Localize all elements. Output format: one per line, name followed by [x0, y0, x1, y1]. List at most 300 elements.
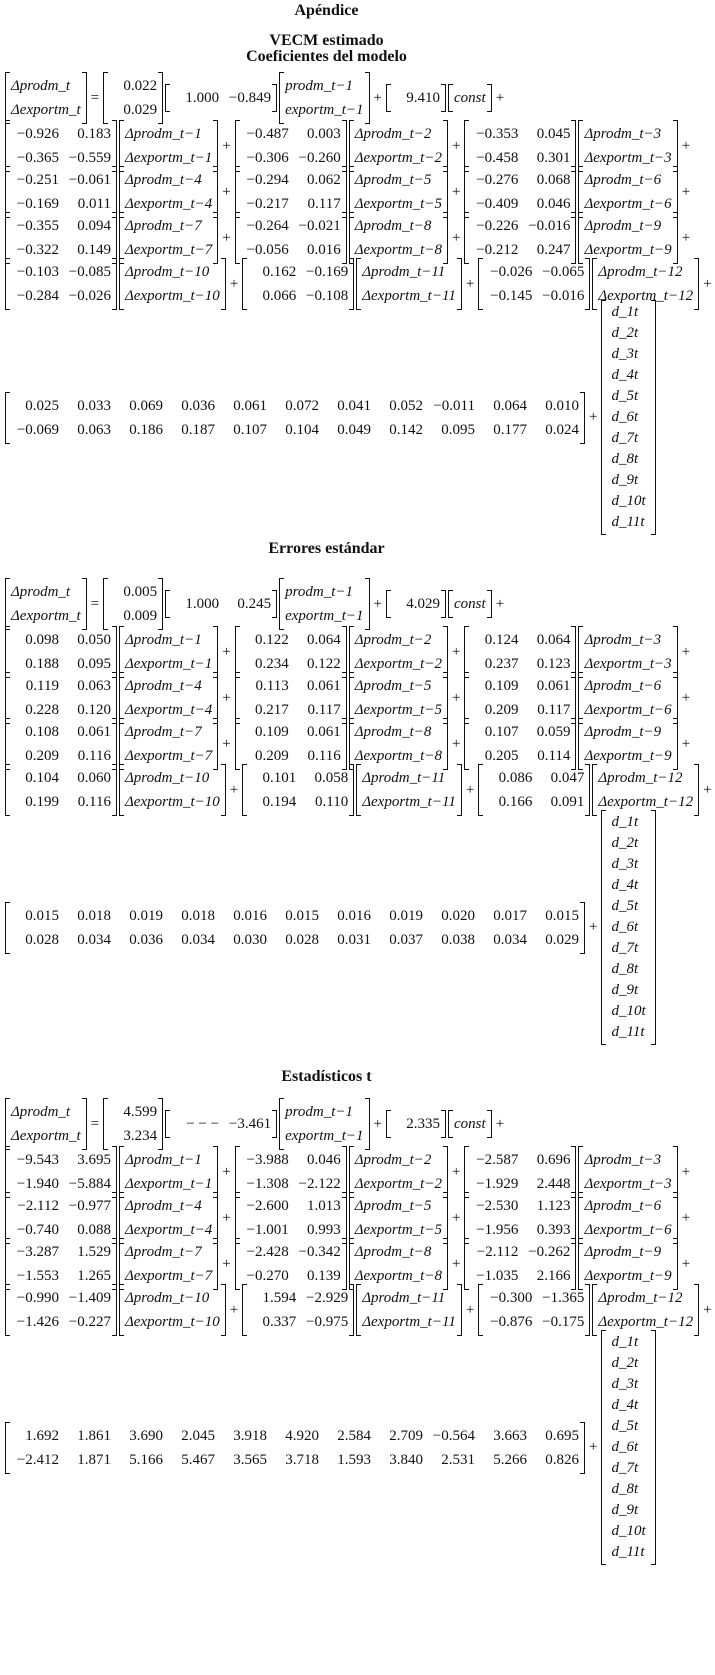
matrix-row [353, 674, 444, 698]
variable-label: Δprodm_t−11 [362, 770, 446, 786]
lag-vector [578, 212, 677, 264]
variable-label: Δprodm_t−1 [125, 1152, 202, 1168]
matrix-row [283, 74, 365, 98]
gamma-matrix [235, 1238, 347, 1290]
matrix-cell: 0.237 [484, 656, 519, 672]
matrix-row [169, 1112, 273, 1136]
matrix-row [239, 168, 343, 192]
matrix-cell: 0.019 [129, 907, 163, 924]
matrix-cell: −0.016 [528, 218, 571, 234]
lag-vector [349, 120, 448, 172]
matrix-cell: 0.123 [536, 656, 571, 672]
matrix-row [239, 1148, 343, 1172]
matrix-cell: 0.162 [262, 264, 297, 280]
matrix-row [605, 1332, 651, 1353]
variable-label: Δexportm_t−5 [354, 702, 442, 718]
variable-label: Δexportm_t−9 [584, 242, 672, 258]
matrix-row [605, 428, 651, 449]
gamma-matrix [464, 718, 576, 770]
gamma-matrix [5, 626, 117, 678]
matrix-row [468, 720, 572, 744]
matrix-row [582, 168, 673, 192]
variable-label: Δexportm_t−2 [354, 150, 442, 166]
variable-label: Δexportm_t−2 [354, 1176, 442, 1192]
levels-vector [279, 72, 369, 124]
variable-label: Δexportm_t−2 [354, 656, 442, 672]
dummy-label: d_11t [611, 514, 645, 530]
variable-label: Δexportm_t−8 [354, 1268, 442, 1284]
matrix-cell: 0.108 [25, 724, 59, 740]
matrix-row [123, 628, 214, 652]
dummy-label: d_11t [611, 1024, 645, 1040]
matrix-cell: 1.594 [262, 1290, 297, 1306]
matrix-row [9, 122, 113, 146]
dummy-vector [601, 810, 655, 1045]
gamma-matrix [464, 212, 576, 264]
matrix-row [107, 98, 159, 122]
plus-sign: + [681, 137, 691, 154]
matrix-cell: 0.015 [285, 907, 319, 924]
matrix-cell: 0.107 [233, 421, 267, 438]
matrix-cell: 0.116 [77, 794, 111, 810]
matrix-row [468, 1148, 572, 1172]
plus-sign: + [451, 735, 461, 752]
lag-vector [349, 166, 448, 218]
plus-sign: + [229, 275, 239, 292]
variable-label: Δprodm_t−5 [354, 1198, 432, 1214]
matrix-row [107, 580, 159, 604]
matrix-cell: 0.015 [545, 907, 579, 924]
plus-sign: + [703, 781, 712, 798]
matrix-cell: 0.139 [306, 1268, 341, 1284]
matrix-row [605, 875, 651, 896]
variable-label: Δprodm_t−1 [125, 126, 202, 142]
matrix-row [353, 1240, 444, 1264]
matrix-cell: 2.166 [536, 1268, 571, 1284]
variable-label: Δprodm_t−6 [584, 678, 662, 694]
plus-sign: + [495, 1115, 505, 1132]
const-term [448, 1110, 492, 1138]
matrix-row [605, 959, 651, 980]
matrix-cell: 3.718 [285, 1451, 319, 1468]
matrix-cell: −2.122 [298, 1176, 341, 1192]
variable-label: Δprodm_t−4 [125, 1198, 202, 1214]
matrix-cell: 0.177 [493, 421, 527, 438]
lag-vector [119, 1284, 226, 1336]
matrix-cell: 4.029 [406, 596, 441, 612]
dummy-label: d_1t [611, 304, 639, 320]
matrix-cell: −2.530 [476, 1198, 519, 1214]
dummy-label: d_5t [611, 388, 639, 404]
matrix-row [582, 720, 673, 744]
const-term [448, 590, 492, 618]
variable-label: Δprodm_t−5 [354, 678, 432, 694]
matrix-row [107, 74, 159, 98]
matrix-cell: −0.108 [306, 288, 349, 304]
variable-label: Δexportm_t−5 [354, 1222, 442, 1238]
dummy-label: d_8t [611, 451, 639, 467]
lag-vector [578, 626, 677, 678]
matrix-row [605, 896, 651, 917]
gamma-matrix [464, 672, 576, 724]
matrix-cell: 1.871 [77, 1451, 111, 1468]
gamma-matrix [235, 120, 347, 172]
lag-row [4, 718, 693, 770]
matrix-cell: 1.013 [306, 1198, 341, 1214]
plus-sign: + [681, 229, 691, 246]
dummy-label: d_10t [611, 493, 646, 509]
gamma-matrix [235, 672, 347, 724]
matrix-cell: 1.000 [185, 90, 220, 106]
matrix-cell: −0.061 [68, 172, 111, 188]
variable-label: Δprodm_t−11 [362, 1290, 446, 1306]
beta-vector [165, 590, 277, 618]
lag-vector [578, 120, 677, 172]
matrix-cell: 0.117 [307, 196, 341, 212]
matrix-row [283, 1100, 365, 1124]
matrix-cell: 5.467 [181, 1451, 215, 1468]
t-statistics-heading: Estadísticos t [281, 1068, 372, 1085]
dummy-row [4, 1330, 657, 1565]
matrix-row [239, 720, 343, 744]
matrix-row [9, 260, 113, 284]
matrix-cell: 0.052 [389, 397, 423, 414]
matrix-row [482, 260, 586, 284]
matrix-cell: 0.826 [545, 1451, 579, 1468]
matrix-cell: 0.005 [123, 584, 158, 600]
matrix-cell: 0.030 [233, 931, 267, 948]
matrix-cell: −0.226 [476, 218, 519, 234]
matrix-row [353, 168, 444, 192]
lag-vector [578, 166, 677, 218]
matrix-cell: 0.209 [25, 748, 59, 764]
plus-sign: + [373, 89, 383, 106]
matrix-cell: 0.062 [306, 172, 341, 188]
gamma-matrix [235, 1192, 347, 1244]
matrix-row [390, 592, 442, 616]
matrix-cell: 0.018 [181, 907, 215, 924]
gamma-matrix [5, 672, 117, 724]
dummy-label: d_5t [611, 1418, 639, 1434]
matrix-cell: 1.593 [337, 1451, 371, 1468]
variable-label: Δexportm_t−6 [584, 1222, 672, 1238]
variable-label: Δexportm_t−7 [125, 242, 213, 258]
matrix-row [283, 1124, 365, 1148]
matrix-row [390, 86, 442, 110]
matrix-cell: 0.036 [181, 397, 215, 414]
lag-vector [349, 626, 448, 678]
matrix-cell: 1.692 [25, 1427, 59, 1444]
plus-sign: + [222, 1209, 231, 1226]
matrix-cell: 0.122 [254, 632, 289, 648]
matrix-cell: 0.088 [77, 1222, 111, 1238]
variable-label: Δprodm_t−7 [125, 724, 202, 740]
plus-sign: + [451, 229, 461, 246]
variable-label: Δexportm_t−11 [362, 1314, 456, 1330]
matrix-row [582, 628, 673, 652]
gamma-matrix [464, 1146, 576, 1198]
dummy-label: d_7t [611, 1460, 639, 1476]
matrix-cell: −3.461 [228, 1116, 272, 1132]
matrix-cell: −1.956 [476, 1222, 519, 1238]
matrix-cell: 0.301 [536, 150, 571, 166]
dummy-label: d_8t [611, 1481, 639, 1497]
matrix-cell: −2.428 [246, 1244, 289, 1260]
matrix-cell: 0.061 [77, 724, 111, 740]
variable-label: Δexportm_t−6 [584, 702, 672, 718]
matrix-row [605, 1521, 651, 1542]
variable-label: Δprodm_t [11, 78, 71, 94]
matrix-row [123, 766, 222, 790]
matrix-row [9, 1100, 83, 1124]
plus-sign: + [495, 89, 505, 106]
matrix-cell: 0.101 [262, 770, 297, 786]
variable-label: exportm_t−1 [285, 1128, 364, 1144]
variable-label: prodm_t−1 [285, 584, 353, 600]
matrix-cell: 0.393 [536, 1222, 571, 1238]
matrix-row [9, 168, 113, 192]
lag-vector [356, 1284, 462, 1336]
matrix-cell: 0.041 [337, 397, 371, 414]
beta-vector [165, 1110, 277, 1138]
matrix-row [353, 628, 444, 652]
variable-label: Δexportm_t−9 [584, 1268, 672, 1284]
dummy-label: d_2t [611, 325, 639, 341]
matrix-row [605, 1022, 651, 1043]
matrix-cell: 0.024 [545, 421, 579, 438]
coefficients-heading: Coeficientes del modelo [246, 48, 407, 65]
variable-label: Δprodm_t−3 [584, 632, 662, 648]
variable-label: Δexportm_t−7 [125, 1268, 213, 1284]
constant-coef [386, 1110, 446, 1138]
matrix-cell: 0.050 [77, 632, 111, 648]
matrix-row [605, 1479, 651, 1500]
lag-row [4, 1192, 693, 1244]
lag-vector [349, 672, 448, 724]
variable-label: Δprodm_t−12 [598, 1290, 683, 1306]
matrix-cell: 0.086 [498, 770, 533, 786]
dummy-label: d_3t [611, 1376, 639, 1392]
gamma-matrix [5, 1146, 117, 1198]
matrix-row [239, 214, 343, 238]
variable-label: Δprodm_t−11 [362, 264, 446, 280]
matrix-cell: 1.861 [77, 1427, 111, 1444]
dummy-label: d_7t [611, 940, 639, 956]
matrix-row [605, 407, 651, 428]
matrix-cell: 0.009 [123, 608, 158, 624]
matrix-cell: 0.011 [77, 196, 111, 212]
matrix-row [239, 1194, 343, 1218]
matrix-cell: 0.098 [25, 632, 59, 648]
matrix-cell: −0.458 [476, 150, 519, 166]
matrix-cell: 2.709 [389, 1427, 423, 1444]
matrix-cell: 0.217 [254, 702, 289, 718]
levels-vector [279, 1098, 369, 1150]
matrix-cell: −1.308 [246, 1176, 289, 1192]
variable-label: Δprodm_t [11, 1104, 71, 1120]
matrix-row [452, 592, 488, 616]
matrix-cell: −0.016 [542, 288, 585, 304]
variable-label: Δprodm_t−8 [354, 724, 432, 740]
variable-label: Δprodm_t−10 [125, 1290, 210, 1306]
variable-label: const [454, 1116, 486, 1132]
matrix-cell: 0.058 [314, 770, 349, 786]
variable-label: Δprodm_t−6 [584, 1198, 662, 1214]
dummy-vector [601, 1330, 655, 1565]
matrix-cell: −0.169 [306, 264, 349, 280]
matrix-cell: 4.920 [285, 1427, 319, 1444]
dummy-label: d_3t [611, 346, 639, 362]
matrix-row [283, 580, 365, 604]
matrix-row [605, 470, 651, 491]
lag-row [4, 120, 693, 172]
plus-sign: + [222, 183, 231, 200]
plus-sign: + [451, 689, 461, 706]
dummy-label: d_6t [611, 919, 639, 935]
gamma-matrix [464, 1192, 576, 1244]
variable-label: Δprodm_t−1 [125, 632, 202, 648]
lag-row [4, 1284, 715, 1336]
matrix-cell: 9.410 [406, 90, 441, 106]
beta-vector [165, 84, 277, 112]
matrix-row [582, 674, 673, 698]
variable-label: Δexportm_t−3 [584, 656, 672, 672]
lag-row [4, 212, 693, 264]
matrix-cell: −3.287 [16, 1244, 59, 1260]
plus-sign: + [229, 781, 239, 798]
dummy-label: d_9t [611, 472, 639, 488]
matrix-row [605, 1542, 651, 1563]
gamma-matrix [464, 120, 576, 172]
matrix-row [605, 1353, 651, 1374]
variable-label: Δprodm_t−3 [584, 126, 662, 142]
matrix-row [482, 766, 586, 790]
matrix-cell: −1.365 [542, 1290, 585, 1306]
matrix-cell: 1.265 [77, 1268, 111, 1284]
matrix-row [123, 1148, 214, 1172]
matrix-cell: −0.264 [246, 218, 289, 234]
matrix-cell: 1.123 [536, 1198, 571, 1214]
matrix-cell: 0.020 [441, 907, 475, 924]
matrix-cell: −2.412 [16, 1451, 59, 1468]
levels-vector [279, 578, 369, 630]
matrix-cell: 3.840 [389, 1451, 423, 1468]
matrix-row [468, 1194, 572, 1218]
lag-vector [349, 212, 448, 264]
gamma-matrix [464, 626, 576, 678]
matrix-row [605, 1001, 651, 1022]
constant-coef [386, 590, 446, 618]
matrix-cell: 0.205 [484, 748, 519, 764]
matrix-cell: 4.599 [123, 1104, 158, 1120]
matrix-row [596, 1286, 695, 1310]
matrix-cell: −0.353 [476, 126, 519, 142]
variable-label: const [454, 90, 486, 106]
matrix-cell: −3.988 [246, 1152, 289, 1168]
matrix-cell: −0.262 [528, 1244, 571, 1260]
variable-label: Δexportm_t [11, 102, 81, 118]
dummy-label: d_2t [611, 835, 639, 851]
lag-vector [578, 1238, 677, 1290]
matrix-cell: 0.107 [484, 724, 519, 740]
matrix-cell: −0.175 [542, 1314, 585, 1330]
matrix-row [9, 98, 83, 122]
matrix-cell: 0.247 [536, 242, 571, 258]
plus-sign: + [222, 643, 231, 660]
lag-row [4, 626, 693, 678]
variable-label: Δexportm_t−12 [598, 288, 694, 304]
variable-label: const [454, 596, 486, 612]
matrix-row [9, 1448, 581, 1472]
lag-vector [592, 764, 699, 816]
matrix-cell: −0.011 [433, 397, 475, 414]
matrix-cell: 0.104 [25, 770, 59, 786]
dummy-label: d_4t [611, 367, 639, 383]
variable-label: Δexportm_t [11, 1128, 81, 1144]
lag-vector [119, 764, 226, 816]
lag-vector [119, 166, 218, 218]
matrix-cell: 0.016 [233, 907, 267, 924]
equation-row-1 [4, 578, 507, 630]
gamma-matrix [478, 764, 590, 816]
matrix-cell: −0.212 [476, 242, 519, 258]
matrix-cell: 0.109 [254, 724, 289, 740]
plus-sign: + [451, 1163, 461, 1180]
matrix-cell: −2.600 [246, 1198, 289, 1214]
matrix-cell: 0.095 [77, 656, 111, 672]
matrix-row [605, 854, 651, 875]
matrix-cell: 0.113 [255, 678, 289, 694]
standard-errors-heading: Errores estándar [268, 540, 385, 557]
matrix-cell: 1.529 [77, 1244, 111, 1260]
lag-vector [349, 1192, 448, 1244]
matrix-cell: −2.112 [17, 1198, 59, 1214]
lag-row [4, 1238, 693, 1290]
matrix-row [353, 720, 444, 744]
dummy-coef-matrix [5, 1422, 585, 1474]
matrix-row [360, 1286, 458, 1310]
matrix-cell: −1.001 [246, 1222, 289, 1238]
dummy-coef-matrix [5, 902, 585, 954]
matrix-cell: 0.018 [77, 907, 111, 924]
matrix-row [605, 302, 651, 323]
matrix-cell: 0.064 [536, 632, 571, 648]
matrix-cell: 0.068 [536, 172, 571, 188]
variable-label: Δexportm_t−10 [125, 288, 220, 304]
matrix-row [239, 674, 343, 698]
gamma-matrix [5, 764, 117, 816]
matrix-cell: −1.426 [16, 1314, 59, 1330]
matrix-cell: 0.695 [545, 1427, 579, 1444]
matrix-row [9, 604, 83, 628]
matrix-row [360, 260, 458, 284]
matrix-cell: 0.228 [25, 702, 59, 718]
matrix-cell: 0.017 [493, 907, 527, 924]
plus-sign: + [451, 643, 461, 660]
matrix-cell: −0.487 [246, 126, 289, 142]
gamma-matrix [5, 212, 117, 264]
lag-vector [349, 1238, 448, 1290]
matrix-row [107, 1124, 159, 1148]
matrix-row [605, 917, 651, 938]
matrix-cell: −0.276 [476, 172, 519, 188]
variable-label: Δexportm_t−8 [354, 748, 442, 764]
matrix-row [123, 1286, 222, 1310]
matrix-cell: 0.063 [77, 421, 111, 438]
matrix-cell: 0.061 [306, 678, 341, 694]
matrix-row [123, 122, 214, 146]
matrix-cell: 0.060 [77, 770, 111, 786]
